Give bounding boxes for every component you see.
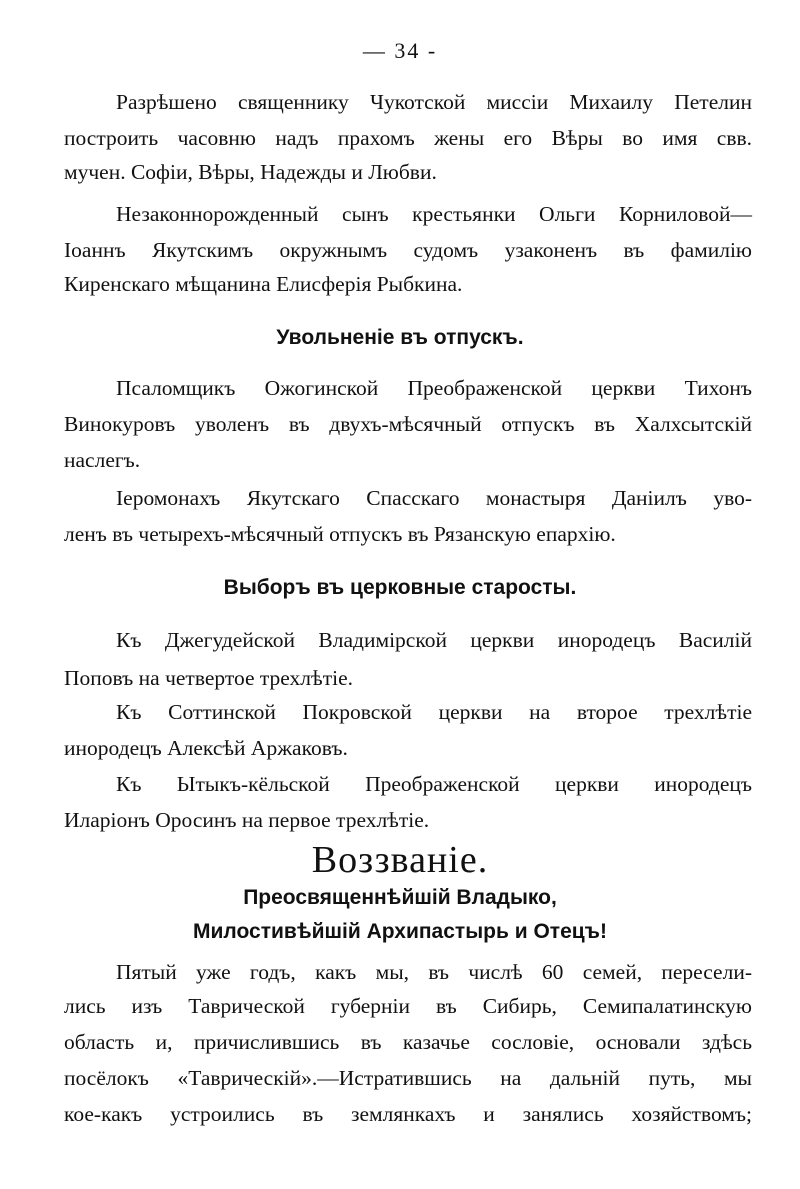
text-line: Іоаннъ Якутскимъ окружнымъ судомъ узаконенъ въ фамилію	[64, 238, 752, 262]
address-line-2: Милостивѣйшій Архипастырь и Отецъ!	[193, 920, 607, 943]
text-line: наслегъ.	[64, 448, 141, 472]
text-line: Поповъ на четвертое трехлѣтіе.	[64, 666, 354, 690]
section-heading-elders: Выборъ въ церковныe старосты.	[223, 576, 577, 599]
text-line: Разрѣшено священнику Чукотской миссіи Михаилу Петелин	[116, 90, 752, 114]
text-line: Къ Соттинской Покровской церкви на второе трехлѣтіе	[116, 700, 752, 724]
text-line: посёлокъ «Таврическій».—Истратившись на дальній путь, мы	[64, 1066, 752, 1090]
text-line: кое-какъ устроились въ землянкахъ и занялись хозяйствомъ;	[64, 1102, 752, 1126]
page-number: — 34 -	[362, 38, 438, 63]
text-line: Псаломщикъ Ожогинской Преображенской церкви Тихонъ	[116, 376, 752, 400]
address-line-1: Преосвященнѣйшій Владыко,	[243, 886, 557, 909]
text-line: Къ Ытыкъ-кёльской Преображенской церкви инородецъ	[116, 772, 752, 796]
text-line: Незаконнорожденный сынъ крестьянки Ольги Корниловой—	[116, 202, 752, 226]
text-line: построить часовню надъ прахомъ жены его Вѣры во имя свв.	[64, 126, 752, 150]
text-line: лись изъ Таврической губерніи въ Сибирь, Семипалатинскую	[64, 994, 752, 1018]
text-line: Іеромонахъ Якутскаго Спасскаго монастыря Даніилъ уво-	[116, 486, 752, 510]
appeal-title: Воззваніе.	[311, 839, 489, 881]
text-line: Киренскаго мѣщанина Елисферія Рыбкина.	[64, 272, 463, 296]
text-line: инородецъ Алексѣй Аржаковъ.	[64, 736, 348, 760]
text-line: мучен. Софіи, Вѣры, Надежды и Любви.	[64, 160, 437, 184]
section-heading-leave: Увольненіе въ отпускъ.	[276, 326, 524, 349]
text-line: Иларіонъ Оросинъ на первое трехлѣтіе.	[64, 808, 430, 832]
text-line: ленъ въ четырехъ-мѣсячный отпускъ въ Рязанскую епархію.	[64, 522, 616, 546]
text-line: область и, причислившись въ казачье сословіе, основали здѣсь	[64, 1030, 752, 1054]
text-line: Винокуровъ уволенъ въ двухъ-мѣсячный отпускъ въ Халхсытскій	[64, 412, 752, 436]
text-line: Пятый уже годъ, какъ мы, въ числѣ 60 семей, пересели-	[116, 960, 752, 984]
text-line: Къ Джегудейской Владимірской церкви инородецъ Василій	[116, 628, 752, 652]
